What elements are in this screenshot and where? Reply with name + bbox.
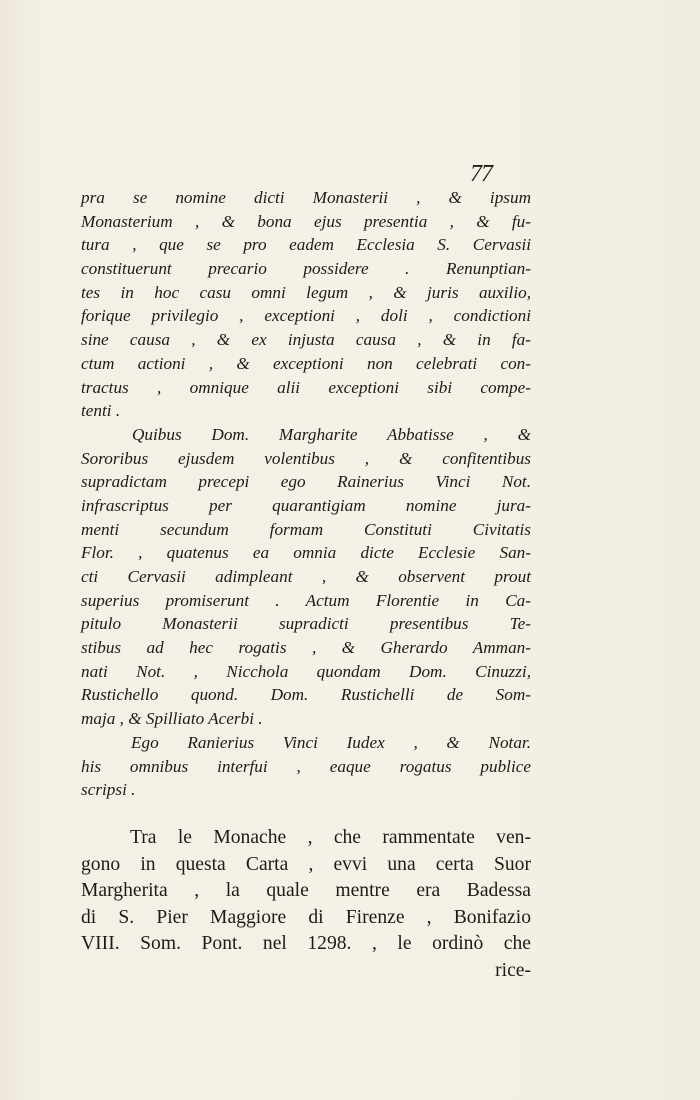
text-line: supradictam precepi ego Rainerius Vinci Not. xyxy=(81,472,531,492)
text-line: Margherita , la quale mentre era Badessa xyxy=(81,880,531,902)
text-line: Sororibus ejusdem volentibus , & confitentibus xyxy=(81,448,531,468)
text-line: pra se nomine dicti Monasterii , & ipsum xyxy=(81,188,531,207)
text-line: his omnibus interfui , eaque rogatus publice xyxy=(81,756,531,776)
text-line: VIII. Som. Pont. nel 1298. , le ordinò che xyxy=(81,933,531,955)
text-line: Monasterium , & bona ejus presentia , & fu- xyxy=(81,211,531,231)
page-number: 77 xyxy=(470,161,492,187)
catchword: rice- xyxy=(495,959,531,981)
text-line: tes in hoc casu omni legum , & juris auxilio, xyxy=(81,282,531,302)
text-line: cti Cervasii adimpleant , & observent prout xyxy=(81,567,531,586)
text-line: Flor. , quatenus ea omnia dicte Ecclesie San- xyxy=(81,543,531,563)
text-line: tura , que se pro eadem Ecclesia S. Cervasii xyxy=(81,235,531,255)
text-line: stibus ad hec rogatis , & Gherardo Amman- xyxy=(81,638,531,658)
text-line: gono in questa Carta , evvi una certa Suor xyxy=(81,853,531,875)
text-line: ctum actioni , & exceptioni non celebrati con- xyxy=(81,353,531,373)
text-line: pitulo Monasterii supradicti presentibus Te- xyxy=(81,614,531,634)
latin-document-text xyxy=(81,186,531,802)
text-line: scripsi . xyxy=(81,780,136,800)
italian-commentary-text xyxy=(81,825,531,985)
text-line: forique privilegio , exceptioni , doli , condictioni xyxy=(81,306,531,326)
text-line: superius promiserunt . Actum Florentie in Ca- xyxy=(81,590,531,610)
text-line: Ego Ranierius Vinci Iudex , & Notar. xyxy=(131,732,531,752)
text-line: infrascriptus per quarantigiam nomine jura- xyxy=(81,495,531,515)
text-line: constituerunt precario possidere . Renunptian- xyxy=(81,259,531,279)
text-line: Tra le Monache , che rammentate ven- xyxy=(130,827,531,848)
text-line: menti secundum formam Constituti Civitatis xyxy=(81,519,531,539)
text-line: sine causa , & ex injusta causa , & in fa- xyxy=(81,330,531,350)
text-line: tractus , omnique alii exceptioni sibi compe- xyxy=(81,377,531,397)
text-line: di S. Pier Maggiore di Firenze , Bonifazio xyxy=(81,906,531,928)
text-line: Quibus Dom. Margharite Abbatisse , & xyxy=(132,424,531,444)
text-line: nati Not. , Nicchola quondam Dom. Cinuzzi, xyxy=(81,661,531,681)
text-line: tenti . xyxy=(81,401,121,421)
text-line: Rustichello quond. Dom. Rustichelli de Som- xyxy=(81,685,531,705)
text-line: maja , & Spilliato Acerbi . xyxy=(81,709,263,729)
